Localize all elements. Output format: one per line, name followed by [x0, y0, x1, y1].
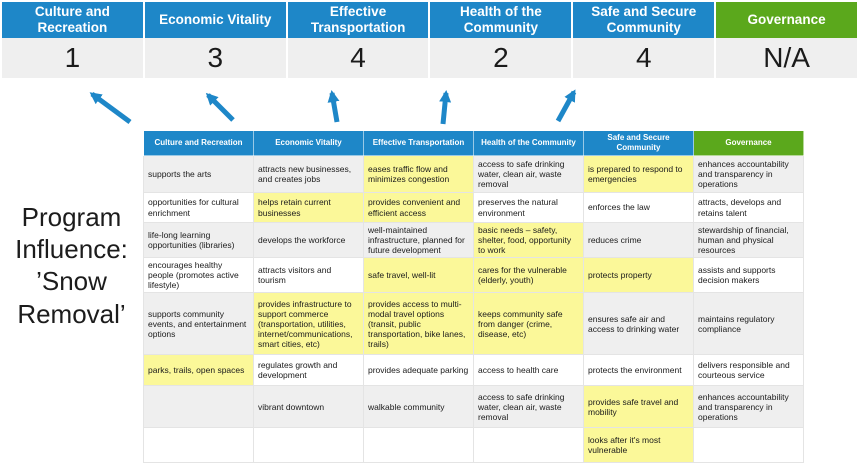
- banner-column-1: [2, 2, 143, 78]
- table-cell: well-maintained infrastructure, planned for future development: [364, 223, 474, 258]
- banner-score: N/A: [716, 38, 857, 78]
- table-cell: [694, 428, 804, 463]
- program-influence-label: Program Influence: ’Snow Removal’: [15, 202, 128, 329]
- banner-category-label: Safe and Secure Community: [573, 2, 714, 38]
- table-cell: provides access to multi-modal travel options (transit, public transportation, bike lanes, trails): [364, 293, 474, 355]
- table-cell: safe travel, well-lit: [364, 258, 474, 293]
- table-cell: provides infrastructure to support commerce (transportation, utilities, internet/communications, smart cities, etc): [254, 293, 364, 355]
- banner-column-3: [288, 2, 429, 78]
- table-cell: reduces crime: [584, 223, 694, 258]
- banner-score: 1: [2, 38, 143, 78]
- table-cell: protects the environment: [584, 355, 694, 386]
- table-cell: supports the arts: [144, 156, 254, 193]
- banner-category-label: Economic Vitality: [145, 2, 286, 38]
- table-cell: cares for the vulnerable (elderly, youth): [474, 258, 584, 293]
- banner-score: 3: [145, 38, 286, 78]
- table-header-6: Governance: [694, 131, 804, 156]
- table-row: [144, 258, 804, 293]
- table-cell: is prepared to respond to emergencies: [584, 156, 694, 193]
- table-cell: protects property: [584, 258, 694, 293]
- banner-score: 4: [288, 38, 429, 78]
- banner-column-4: [430, 2, 571, 78]
- banner-column-6: [716, 2, 857, 78]
- table-cell: [474, 428, 584, 463]
- influence-arrow: [558, 92, 574, 121]
- table-cell: delivers responsible and courteous service: [694, 355, 804, 386]
- banner-score: 4: [573, 38, 714, 78]
- table-row: [144, 293, 804, 355]
- table-header-1: Culture and Recreation: [144, 131, 254, 156]
- table-header-3: Effective Transportation: [364, 131, 474, 156]
- table-header-4: Health of the Community: [474, 131, 584, 156]
- influence-arrow: [92, 94, 130, 122]
- banner-column-2: [145, 2, 286, 78]
- table-cell: attracts new businesses, and creates jobs: [254, 156, 364, 193]
- table-cell: opportunities for cultural enrichment: [144, 193, 254, 223]
- table-cell: enhances accountability and transparency in operations: [694, 156, 804, 193]
- table-cell: eases traffic flow and minimizes congestion: [364, 156, 474, 193]
- table-cell: basic needs – safety, shelter, food, opportunity to work: [474, 223, 584, 258]
- table-cell: [144, 386, 254, 428]
- influence-table: [143, 130, 804, 463]
- table-cell: develops the workforce: [254, 223, 364, 258]
- influence-arrows: [0, 78, 859, 130]
- table-header-row: [144, 131, 804, 156]
- table-cell: walkable community: [364, 386, 474, 428]
- banner-category-label: Culture and Recreation: [2, 2, 143, 38]
- banner-category-label: Governance: [716, 2, 857, 38]
- table-cell: attracts visitors and tourism: [254, 258, 364, 293]
- table-cell: helps retain current businesses: [254, 193, 364, 223]
- table-row: [144, 428, 804, 463]
- banner-category-label: Effective Transportation: [288, 2, 429, 38]
- table-cell: life-long learning opportunities (libraries): [144, 223, 254, 258]
- influence-arrow: [443, 93, 446, 124]
- table-cell: access to safe drinking water, clean air, waste removal: [474, 156, 584, 193]
- influence-table-body: [144, 156, 804, 463]
- table-row: [144, 386, 804, 428]
- influence-arrow: [208, 95, 233, 120]
- table-cell: provides safe travel and mobility: [584, 386, 694, 428]
- table-cell: preserves the natural environment: [474, 193, 584, 223]
- table-cell: provides convenient and efficient access: [364, 193, 474, 223]
- table-cell: encourages healthy people (promotes active lifestyle): [144, 258, 254, 293]
- table-header-2: Economic Vitality: [254, 131, 364, 156]
- table-cell: ensures safe air and access to drinking water: [584, 293, 694, 355]
- table-row: [144, 355, 804, 386]
- table-cell: supports community events, and entertainment options: [144, 293, 254, 355]
- banner-column-5: [573, 2, 714, 78]
- influence-table-header: [144, 131, 804, 156]
- table-cell: access to health care: [474, 355, 584, 386]
- table-cell: enhances accountability and transparency in operations: [694, 386, 804, 428]
- table-cell: keeps community safe from danger (crime, disease, etc): [474, 293, 584, 355]
- banner-category-label: Health of the Community: [430, 2, 571, 38]
- table-cell: looks after it's most vulnerable: [584, 428, 694, 463]
- table-cell: enforces the law: [584, 193, 694, 223]
- table-row: [144, 156, 804, 193]
- table-cell: [144, 428, 254, 463]
- table-row: [144, 193, 804, 223]
- table-cell: maintains regulatory compliance: [694, 293, 804, 355]
- table-cell: vibrant downtown: [254, 386, 364, 428]
- table-cell: [254, 428, 364, 463]
- table-cell: parks, trails, open spaces: [144, 355, 254, 386]
- table-cell: [364, 428, 474, 463]
- banner: [2, 2, 857, 78]
- table-cell: stewardship of financial, human and physical resources: [694, 223, 804, 258]
- table-cell: access to safe drinking water, clean air, waste removal: [474, 386, 584, 428]
- influence-arrow: [332, 93, 337, 122]
- table-cell: attracts, develops and retains talent: [694, 193, 804, 223]
- table-cell: regulates growth and development: [254, 355, 364, 386]
- table-row: [144, 223, 804, 258]
- table-header-5: Safe and Secure Community: [584, 131, 694, 156]
- table-cell: assists and supports decision makers: [694, 258, 804, 293]
- table-cell: provides adequate parking: [364, 355, 474, 386]
- banner-score: 2: [430, 38, 571, 78]
